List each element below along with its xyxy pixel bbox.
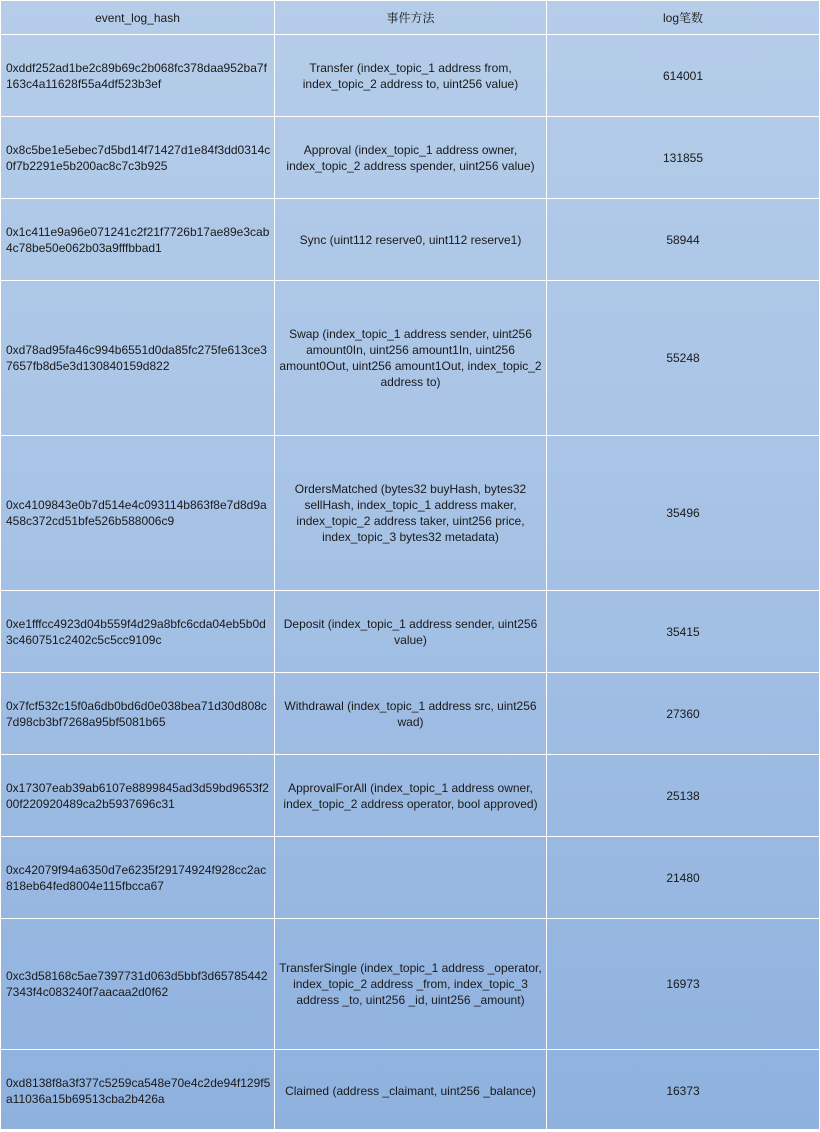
method-cell: Deposit (index_topic_1 address sender, uint256 value) (275, 591, 547, 673)
table-row (1, 35, 820, 117)
table-row (1, 837, 820, 919)
table-row (1, 199, 820, 281)
header-row (1, 1, 820, 35)
table-row (1, 117, 820, 199)
header-method: 事件方法 (275, 1, 547, 35)
method-cell: Approval (index_topic_1 address owner, index_topic_2 address spender, uint256 value) (275, 117, 547, 199)
hash-cell: 0x8c5be1e5ebec7d5bd14f71427d1e84f3dd0314c0f7b2291e5b200ac8c7c3b925 (1, 117, 275, 199)
count-cell: 16373 (547, 1050, 820, 1132)
count-cell: 21480 (547, 837, 820, 919)
header-hash: event_log_hash (1, 1, 275, 35)
count-cell: 55248 (547, 281, 820, 436)
hash-cell: 0x17307eab39ab6107e8899845ad3d59bd9653f200f220920489ca2b5937696c31 (1, 755, 275, 837)
hash-cell: 0xd8138f8a3f377c5259ca548e70e4c2de94f129f5a11036a15b69513cba2b426a (1, 1050, 275, 1132)
count-cell: 35496 (547, 436, 820, 591)
method-cell: OrdersMatched (bytes32 buyHash, bytes32 sellHash, index_topic_1 address maker, index_topic_2 address taker, uint256 price, index_topic_3 bytes32 metadata) (275, 436, 547, 591)
method-cell: Transfer (index_topic_1 address from, index_topic_2 address to, uint256 value) (275, 35, 547, 117)
table-row (1, 436, 820, 591)
table-row (1, 673, 820, 755)
count-cell: 131855 (547, 117, 820, 199)
table-row (1, 755, 820, 837)
hash-cell: 0xc3d58168c5ae7397731d063d5bbf3d657854427343f4c083240f7aacaa2d0f62 (1, 919, 275, 1050)
method-cell: Withdrawal (index_topic_1 address src, uint256 wad) (275, 673, 547, 755)
count-cell: 16973 (547, 919, 820, 1050)
count-cell: 27360 (547, 673, 820, 755)
method-cell: Claimed (address _claimant, uint256 _balance) (275, 1050, 547, 1132)
count-cell: 35415 (547, 591, 820, 673)
method-cell: ApprovalForAll (index_topic_1 address owner, index_topic_2 address operator, bool approved) (275, 755, 547, 837)
hash-cell: 0xc4109843e0b7d514e4c093114b863f8e7d8d9a458c372cd51bfe526b588006c9 (1, 436, 275, 591)
count-cell: 614001 (547, 35, 820, 117)
count-cell: 58944 (547, 199, 820, 281)
table-row (1, 919, 820, 1050)
hash-cell: 0x7fcf532c15f0a6db0bd6d0e038bea71d30d808c7d98cb3bf7268a95bf5081b65 (1, 673, 275, 755)
method-cell: Swap (index_topic_1 address sender, uint256 amount0In, uint256 amount1In, uint256 amount0Out, uint256 amount1Out, index_topic_2 address to) (275, 281, 547, 436)
table-row (1, 1050, 820, 1132)
method-cell (275, 837, 547, 919)
method-cell: TransferSingle (index_topic_1 address _operator, index_topic_2 address _from, index_topic_3 address _to, uint256 _id, uint256 _amount) (275, 919, 547, 1050)
method-cell: Sync (uint112 reserve0, uint112 reserve1) (275, 199, 547, 281)
hash-cell: 0xc42079f94a6350d7e6235f29174924f928cc2ac818eb64fed8004e115fbcca67 (1, 837, 275, 919)
table-row (1, 281, 820, 436)
table-row (1, 591, 820, 673)
hash-cell: 0x1c411e9a96e071241c2f21f7726b17ae89e3cab4c78be50e062b03a9fffbbad1 (1, 199, 275, 281)
count-cell: 25138 (547, 755, 820, 837)
hash-cell: 0xddf252ad1be2c89b69c2b068fc378daa952ba7f163c4a11628f55a4df523b3ef (1, 35, 275, 117)
hash-cell: 0xe1fffcc4923d04b559f4d29a8bfc6cda04eb5b0d3c460751c2402c5c5cc9109c (1, 591, 275, 673)
header-count: log笔数 (547, 1, 820, 35)
hash-cell: 0xd78ad95fa46c994b6551d0da85fc275fe613ce37657fb8d5e3d130840159d822 (1, 281, 275, 436)
